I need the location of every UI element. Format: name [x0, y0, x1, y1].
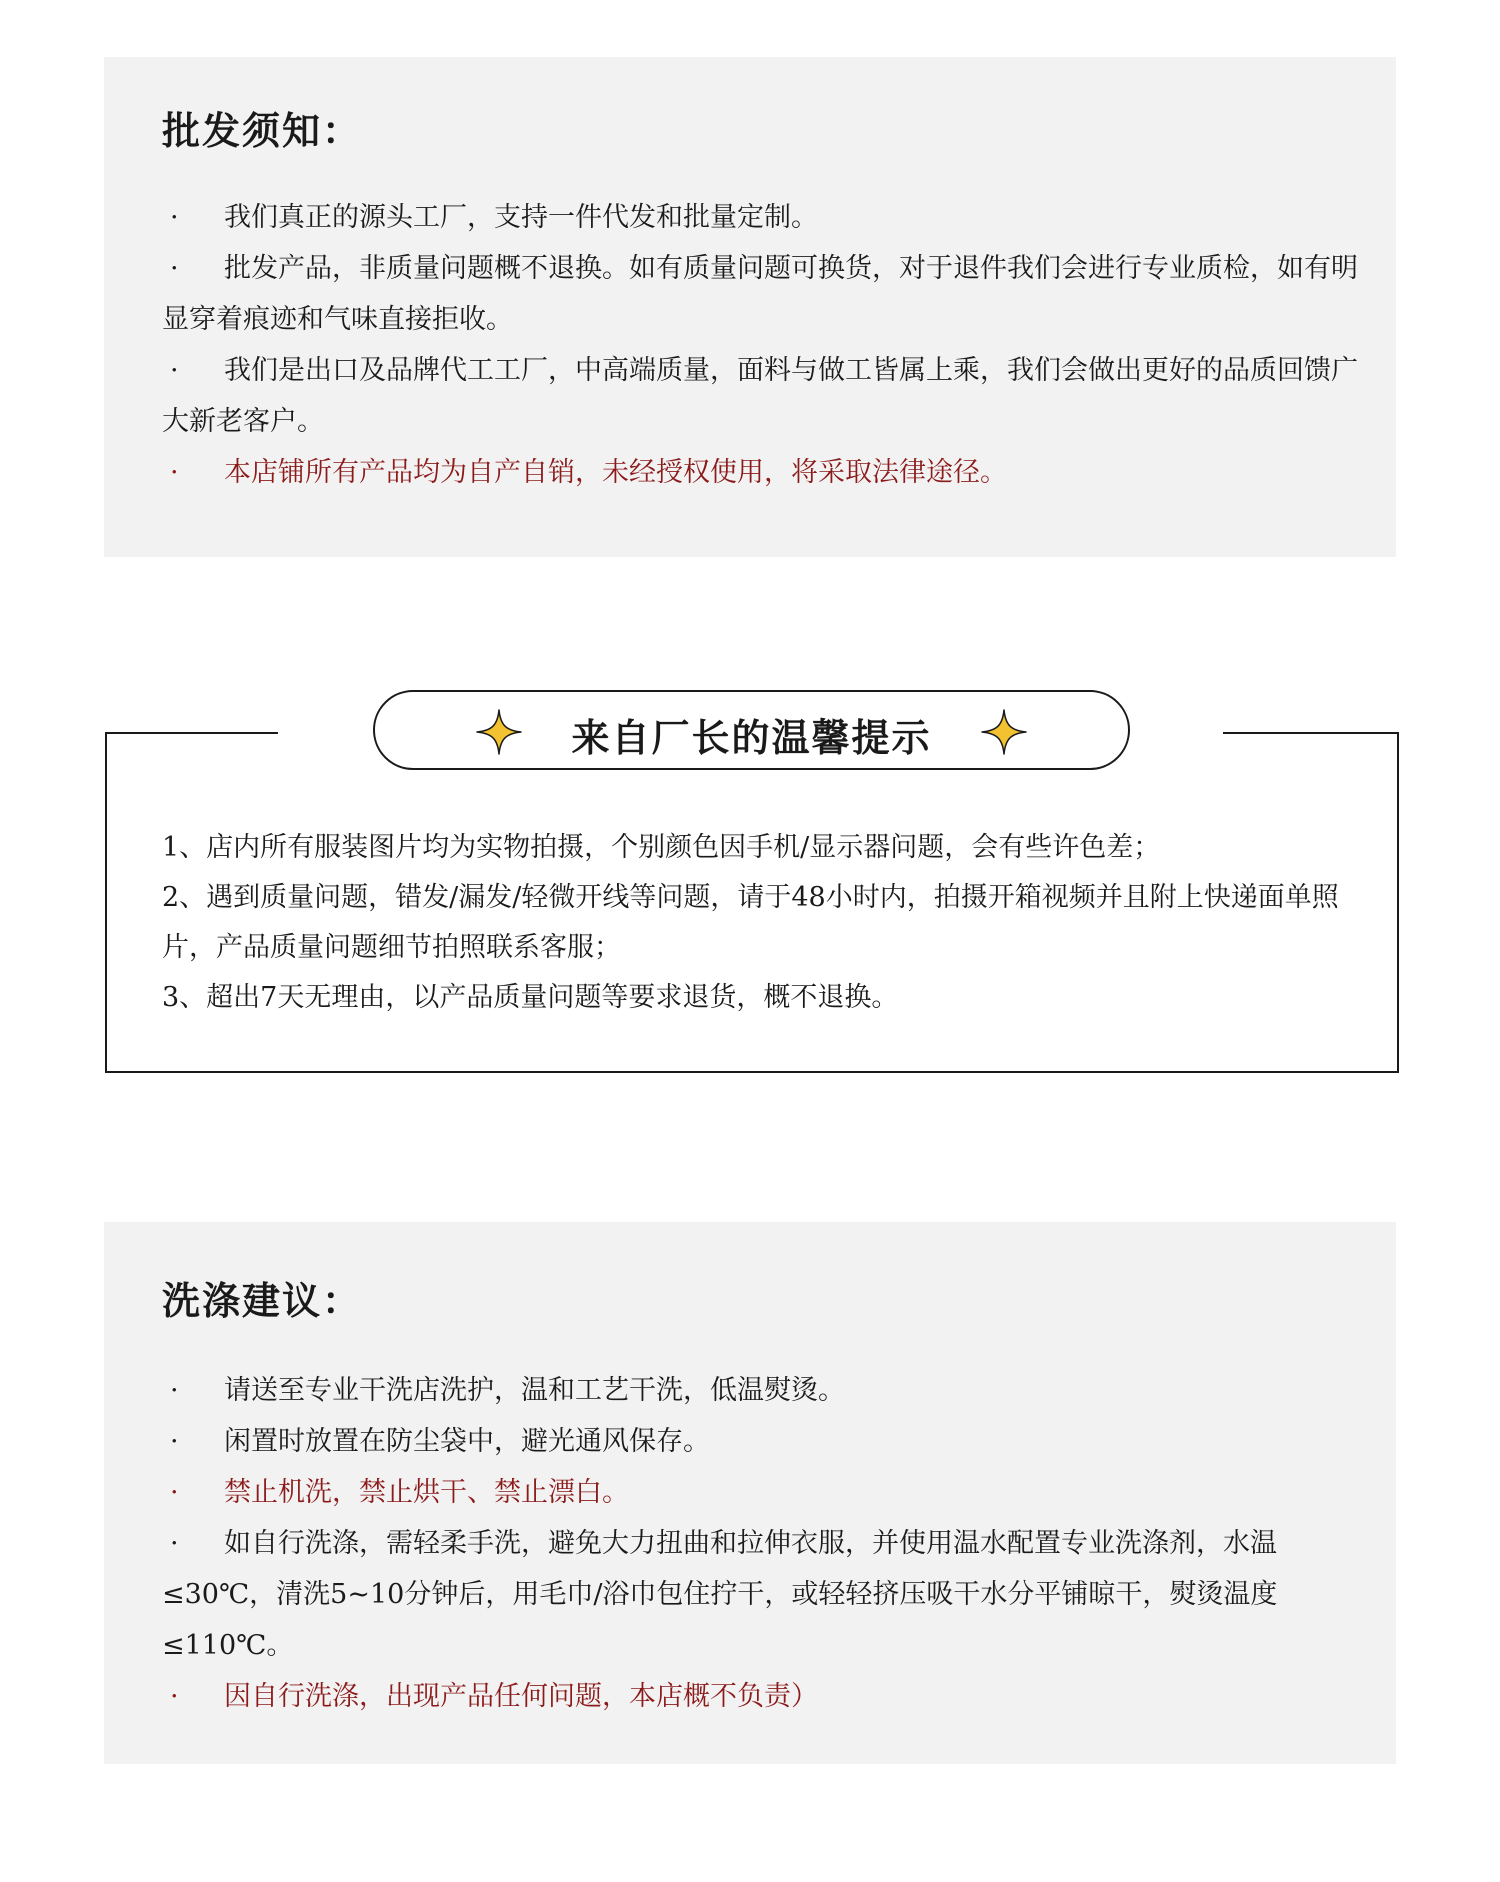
tips-item: 2、遇到质量问题，错发/漏发/轻微开线等问题，请于48小时内，拍摄开箱视频并且附上快递面单照片，产品质量问题细节拍照联系客服；: [162, 882, 1339, 963]
bullet: ·: [170, 1375, 179, 1406]
bullet: ·: [170, 1477, 179, 1508]
bullet: ·: [170, 253, 179, 284]
wholesale-notice-panel: [104, 57, 1396, 557]
list-item-text: 禁止机洗，禁止烘干、禁止漂白。: [224, 1477, 629, 1508]
list-item: [162, 192, 1362, 243]
list-item-text: 如自行洗涤，需轻柔手洗，避免大力扭曲和拉伸衣服，并使用温水配置专业洗涤剂，水温≤30℃，清洗5~10分钟后，用毛巾/浴巾包住拧干，或轻轻挤压吸干水分平铺晾干，熨烫温度≤110℃。: [162, 1528, 1278, 1661]
tips-title-pill: [373, 690, 1130, 770]
tips-list: [162, 823, 1362, 1023]
list-item-text: 我们是出口及品牌代工工厂，中高端质量，面料与做工皆属上乘，我们会做出更好的品质回馈广大新老客户。: [162, 355, 1358, 437]
list-item-text: 因自行洗涤，出现产品任何问题，本店概不负责）: [224, 1681, 818, 1712]
list-item: [162, 345, 1362, 447]
list-item: [162, 1518, 1362, 1671]
list-item: [162, 1416, 1362, 1467]
bullet: ·: [170, 1681, 179, 1712]
wholesale-list: [162, 192, 1362, 498]
list-item-warning: [162, 1467, 1362, 1518]
list-item-warning: [162, 1671, 1362, 1722]
washing-advice-panel: [104, 1222, 1396, 1764]
wholesale-title: 批发须知：: [162, 108, 363, 153]
list-item-text: 请送至专业干洗店洗护，温和工艺干洗，低温熨烫。: [224, 1375, 845, 1406]
list-item-warning: [162, 447, 1362, 498]
washing-title: 洗涤建议：: [162, 1278, 363, 1323]
list-item-text: 闲置时放置在防尘袋中，避光通风保存。: [224, 1426, 710, 1457]
bullet: ·: [170, 355, 179, 386]
bullet: ·: [170, 1528, 179, 1559]
bullet: ·: [170, 457, 179, 488]
sparkle-icon: [980, 708, 1028, 756]
list-item: [162, 243, 1362, 345]
washing-list: [162, 1365, 1362, 1722]
list-item-text: 本店铺所有产品均为自产自销，未经授权使用，将采取法律途径。: [224, 457, 1007, 488]
list-item: [162, 1365, 1362, 1416]
tips-item: 1、店内所有服装图片均为实物拍摄，个别颜色因手机/显示器问题，会有些许色差；: [162, 832, 1161, 863]
list-item-text: 批发产品，非质量问题概不退换。如有质量问题可换货，对于退件我们会进行专业质检，如有明显穿着痕迹和气味直接拒收。: [162, 253, 1358, 335]
tips-title: 来自厂长的温馨提示: [571, 715, 932, 760]
list-item-text: 我们真正的源头工厂，支持一件代发和批量定制。: [224, 202, 818, 233]
bullet: ·: [170, 1426, 179, 1457]
bullet: ·: [170, 202, 179, 233]
tips-item: 3、超出7天无理由，以产品质量问题等要求退货，概不退换。: [162, 982, 899, 1013]
